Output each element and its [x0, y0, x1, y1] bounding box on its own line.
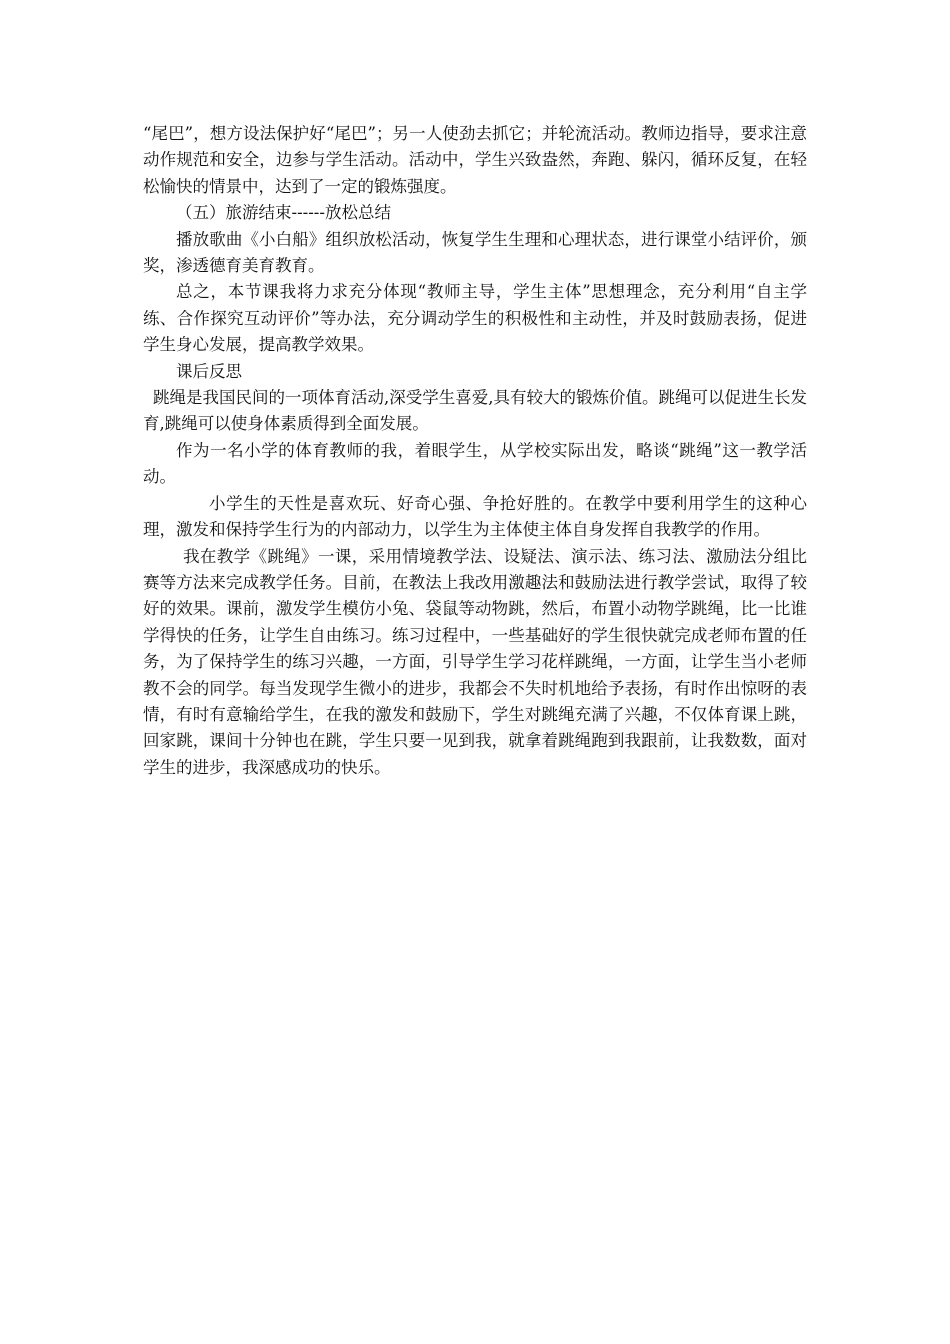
section-heading: （五）旅游结束------放松总结 — [176, 203, 391, 223]
section-heading: 课后反思 — [176, 361, 242, 381]
paragraph: 小学生的天性是喜欢玩、好奇心强、争抢好胜的。在教学中要利用学生的这种心理，激发和保持学生行为的内部动力，以学生为主体使主体自身发挥自我教学的作用。 — [143, 493, 807, 540]
paragraph: 总之，本节课我将力求充分体现“教师主导，学生主体”思想理念，充分利用“自主学练、合作探究互动评价”等办法，充分调动学生的积极性和主动性，并及时鼓励表扬，促进学生身心发展，提高教学效果。 — [143, 282, 807, 355]
paragraph: 作为一名小学的体育教师的我，着眼学生，从学校实际出发，略谈“跳绳”这一教学活动。 — [143, 440, 807, 487]
paragraph: 跳绳是我国民间的一项体育活动,深受学生喜爱,具有较大的锻炼价值。跳绳可以促进生长发育,跳绳可以使身体素质得到全面发展。 — [143, 388, 807, 434]
paragraph: 播放歌曲《小白船》组织放松活动，恢复学生生理和心理状态，进行课堂小结评价，颁奖，渗透德育美育教育。 — [143, 229, 807, 276]
document-body — [143, 121, 807, 781]
paragraph: 我在教学《跳绳》一课，采用情境教学法、设疑法、演示法、练习法、激励法分组比赛等方法来完成教学任务。目前，在教法上我改用激趣法和鼓励法进行教学尝试，取得了较好的效果。课前，激发学生模仿小兔、袋鼠等动物跳，然后，布置小动物学跳绳，比一比谁学得快的任务，让学生自由练习。练习过程中，一些基础好的学生很快就完成老师布置的任务，为了保持学生的练习兴趣，一方面，引导学生学习花样跳绳，一方面，让学生当小老师教不会的同学。每当发现学生微小的进步，我都会不失时机地给予表扬，有时作出惊呀的表情，有时有意输给学生，在我的激发和鼓励下，学生对跳绳充满了兴趣，不仅体育课上跳，回家跳，课间十分钟也在跳，学生只要一见到我，就拿着跳绳跑到我跟前，让我数数，面对学生的进步，我深感成功的快乐。 — [143, 546, 807, 777]
paragraph: “尾巴”，想方设法保护好“尾巴”；另一人使劲去抓它；并轮流活动。教师边指导，要求注意动作规范和安全，边参与学生活动。活动中，学生兴致盎然，奔跑、躲闪，循环反复，在轻松愉快的情景中，达到了一定的锻炼强度。 — [143, 124, 807, 196]
